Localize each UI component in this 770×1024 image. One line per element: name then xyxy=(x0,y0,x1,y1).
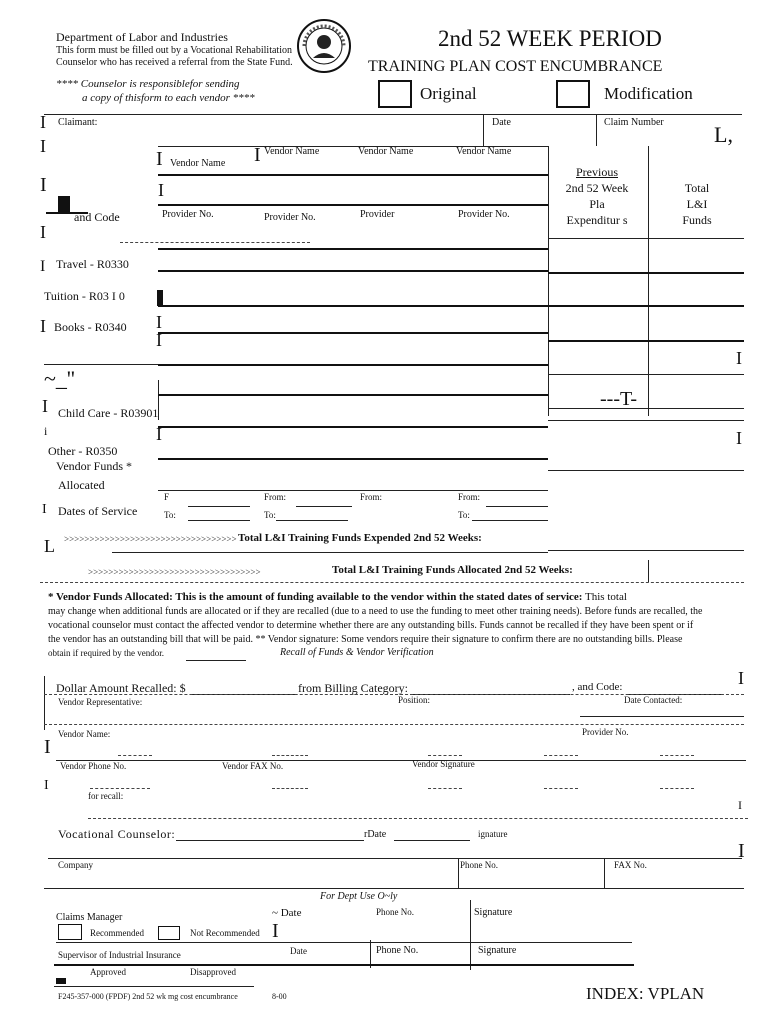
f-label: F xyxy=(164,492,170,502)
dept-phone-2-label: Phone No. xyxy=(376,945,419,956)
rule xyxy=(44,114,742,115)
dates-of-service-label: Dates of Service xyxy=(58,504,138,518)
rule xyxy=(118,755,152,756)
state-seal-icon xyxy=(296,18,352,74)
mark: I xyxy=(736,348,742,368)
rule xyxy=(544,788,578,789)
provider-no-recall-label: Provider No. xyxy=(582,727,629,737)
recommended-label: Recommended xyxy=(90,928,144,938)
rule xyxy=(580,716,744,717)
rule xyxy=(276,520,348,521)
notice-line-5: obtain if required by the vendor. xyxy=(48,648,164,658)
rule xyxy=(112,552,548,553)
approved-checkbox[interactable] xyxy=(56,978,66,984)
rule xyxy=(44,888,744,889)
rule xyxy=(548,272,744,274)
claims-manager-label: Claims Manager xyxy=(56,912,123,923)
date-label: Date xyxy=(492,117,511,128)
pla-label: Pla xyxy=(589,197,605,211)
claimant-label: Claimant: xyxy=(58,117,98,128)
mark: ---T- xyxy=(600,388,638,410)
mark: I xyxy=(40,222,46,242)
rule xyxy=(158,332,548,334)
dept-date-label: ~ Date xyxy=(272,907,302,919)
dept-name: Department of Labor and Industries xyxy=(56,30,228,44)
rule xyxy=(44,676,45,730)
mark: I xyxy=(40,316,46,336)
rule xyxy=(54,964,634,966)
expenditures-label: Expenditur s xyxy=(566,213,628,227)
vendor-name-recall-label: Vendor Name: xyxy=(58,729,111,739)
rule xyxy=(56,760,746,761)
rule xyxy=(158,394,548,396)
rule xyxy=(548,305,744,307)
mark: I xyxy=(736,428,742,448)
rule xyxy=(548,374,744,375)
counselor-date-label: rDate xyxy=(364,829,387,840)
dept-phone-label: Phone No. xyxy=(376,907,414,917)
rule xyxy=(470,900,471,970)
not-recommended-label: Not Recommended xyxy=(190,928,260,938)
childcare-label: Child Care - R03901 xyxy=(58,406,159,420)
rule xyxy=(428,755,462,756)
approved-label: Approved xyxy=(90,967,126,977)
counselor-signature-label: ignature xyxy=(478,829,508,839)
rule xyxy=(40,582,744,583)
other-label: Other - R0350 xyxy=(48,444,118,458)
recall-title: Recall of Funds & Vendor Verification xyxy=(280,647,434,658)
mark: I xyxy=(738,668,744,688)
previous-label: Previous xyxy=(576,165,618,179)
mark: I xyxy=(44,736,51,758)
mark: I xyxy=(40,136,46,156)
black-mark xyxy=(157,290,163,306)
to-label-2: To: xyxy=(264,510,276,520)
vocational-counselor-label: Vocational Counselor: xyxy=(58,827,176,841)
vendor-name-1: Vendor Name xyxy=(170,158,226,169)
mark: I xyxy=(254,144,261,166)
rule xyxy=(56,942,632,943)
rule xyxy=(158,174,548,176)
header-note-1: This form must be filled out by a Vocational Rehabilitation xyxy=(56,45,292,56)
rule xyxy=(544,755,578,756)
total-expended-label: Total L&I Training Funds Expended 2nd 52 Weeks: xyxy=(238,532,482,544)
for-recall-label: for recall: xyxy=(88,791,124,801)
from-label-3: From: xyxy=(360,492,383,502)
claim-number-label: Claim Number xyxy=(604,117,664,128)
counselor-date-field[interactable] xyxy=(394,840,470,841)
rule xyxy=(548,340,744,342)
mark: I xyxy=(272,920,279,942)
rule xyxy=(44,364,158,365)
notice-lead: * Vendor Funds Allocated: This is the amount of funding available to the vendor within the stated dates of service: xyxy=(48,591,583,603)
fax-label: FAX No. xyxy=(614,860,647,870)
mark: L, xyxy=(714,122,733,147)
rule xyxy=(88,818,748,819)
modification-checkbox[interactable] xyxy=(556,80,590,108)
rule xyxy=(660,788,694,789)
mark: L xyxy=(44,536,55,556)
rule xyxy=(158,364,548,366)
rule xyxy=(648,146,649,416)
rule xyxy=(548,408,744,409)
rule xyxy=(158,380,159,420)
rule xyxy=(548,238,744,239)
rule xyxy=(296,506,352,507)
rule xyxy=(158,248,548,250)
provider-no-3: Provider No. xyxy=(458,209,510,220)
counselor-note-2: a copy of thisform to each vendor **** xyxy=(82,92,255,104)
rule xyxy=(458,858,459,888)
header-note-2: Counselor who has received a referral from the State Fund. xyxy=(56,57,293,68)
mark: I xyxy=(738,840,745,862)
mark: I xyxy=(42,396,48,416)
rule xyxy=(272,788,308,789)
notice-line-4: the vendor has an outstanding bill that will be paid. ** Vendor signature: Some vendors require their signature to confirm there are no outstanding bills. Please xyxy=(48,634,683,645)
li-label: L&I xyxy=(686,197,708,211)
rule xyxy=(548,420,744,421)
rule xyxy=(186,660,246,661)
rule xyxy=(548,470,744,471)
vendor-name-2: Vendor Name xyxy=(264,146,320,157)
mark: I xyxy=(40,258,46,275)
rule xyxy=(90,788,150,789)
company-label: Company xyxy=(58,860,93,870)
original-checkbox[interactable] xyxy=(378,80,412,108)
provider-no-2: Provider No. xyxy=(264,212,316,223)
mark: I xyxy=(44,778,49,793)
total-label: Total xyxy=(684,181,710,195)
index-label: INDEX: VPLAN xyxy=(586,984,705,1003)
arrows-2: >>>>>>>>>>>>>>>>>>>>>>>>>>>>>>>>>> xyxy=(88,567,261,577)
rule xyxy=(483,114,484,146)
rule xyxy=(660,755,694,756)
modification-label: Modification xyxy=(604,84,693,103)
dollar-recalled-label: Dollar Amount Recalled: $ xyxy=(56,681,186,695)
supervisor-label: Supervisor of Industrial Insurance xyxy=(58,950,181,960)
to-label-4: To: xyxy=(458,510,470,520)
rule xyxy=(548,550,744,551)
counselor-note-1: **** Counselor is responsiblefor sending xyxy=(56,78,240,90)
rule xyxy=(472,520,548,521)
and-code-recall-label: , and Code: xyxy=(572,681,623,693)
mark: I xyxy=(158,180,164,200)
rule xyxy=(604,858,605,888)
mark: I xyxy=(738,798,742,812)
rule xyxy=(648,560,649,582)
mark: i xyxy=(44,424,48,438)
rule xyxy=(120,242,310,243)
phone-label: Phone No. xyxy=(460,860,498,870)
rule xyxy=(158,426,548,428)
mark: I xyxy=(156,312,162,332)
travel-label: Travel - R0330 xyxy=(56,257,129,271)
dept-signature-2-label: Signature xyxy=(478,945,517,956)
vendor-name-4: Vendor Name xyxy=(456,146,512,157)
rule xyxy=(158,204,548,206)
total-allocated-label: Total L&I Training Funds Allocated 2nd 52 Weeks: xyxy=(332,564,573,576)
notice-l1: This total xyxy=(585,591,627,603)
mark: I xyxy=(156,148,163,170)
from-label-2: From: xyxy=(264,492,287,502)
week2-label: 2nd 52 Week xyxy=(565,181,629,195)
provider-no-1: Provider No. xyxy=(162,209,214,220)
notice-line-1 xyxy=(48,591,627,603)
vendor-rep-label: Vendor Representative: xyxy=(58,697,143,707)
counselor-name-field[interactable] xyxy=(176,840,364,841)
mark: I xyxy=(42,502,47,517)
position-label: Position: xyxy=(398,695,431,705)
original-label: Original xyxy=(420,84,477,103)
vendor-fax-label: Vendor FAX No. xyxy=(222,761,284,771)
provider-label: Provider xyxy=(360,209,395,220)
form-subtitle: TRAINING PLAN COST ENCUMBRANCE xyxy=(368,58,663,75)
form-number: F245-357-000 (FPDF) 2nd 52 wk mg cost encumbrance xyxy=(58,992,238,1001)
rule xyxy=(428,788,462,789)
vendor-name-3: Vendor Name xyxy=(358,146,414,157)
vendor-signature-label: Vendor Signature xyxy=(412,759,475,769)
rule xyxy=(188,506,250,507)
rule xyxy=(44,724,744,725)
rule xyxy=(188,520,250,521)
rule xyxy=(486,506,548,507)
rule xyxy=(272,755,308,756)
rule xyxy=(596,114,597,146)
rule xyxy=(158,490,548,491)
form-title: 2nd 52 WEEK PERIOD xyxy=(438,26,662,51)
form-revision: 8-00 xyxy=(272,992,287,1001)
rule xyxy=(48,858,742,859)
not-recommended-checkbox[interactable] xyxy=(158,926,180,940)
rule xyxy=(548,146,549,416)
arrows-1: >>>>>>>>>>>>>>>>>>>>>>>>>>>>>>>>>> xyxy=(64,534,237,544)
rule xyxy=(158,458,548,460)
disapproved-label: Disapproved xyxy=(190,967,236,977)
allocated-label: Allocated xyxy=(58,478,105,492)
funds-label: Funds xyxy=(682,213,712,227)
dept-signature-label: Signature xyxy=(474,907,513,918)
mark: I xyxy=(156,424,162,444)
dept-use-title: For Dept Use O~ly xyxy=(320,891,398,902)
from-billing-label: from Billing Category: xyxy=(298,681,408,695)
rule xyxy=(54,986,254,987)
rule xyxy=(158,270,548,272)
vendor-funds-label: Vendor Funds * xyxy=(56,459,133,473)
notice-line-2: may change when additional funds are allocated or if they are recalled (due to a need to use the funding to meet other training needs). Before funds are recalled, the xyxy=(48,606,703,617)
mark: I xyxy=(40,174,47,196)
black-mark xyxy=(58,196,70,212)
dept-date-2-label: Date xyxy=(290,946,307,956)
date-contacted-label: Date Contacted: xyxy=(624,695,683,705)
mark: I xyxy=(156,330,162,350)
notice-line-3: vocational counselor must contact the affected vendor to determine whether there are any outstanding bills. Funds cannot be recalled if they have been spent or if xyxy=(48,620,694,631)
mark: I xyxy=(40,112,46,132)
recommended-checkbox[interactable] xyxy=(58,924,82,940)
and-code-label: and Code xyxy=(74,210,120,224)
to-label-1: To: xyxy=(164,510,176,520)
from-label-4: From: xyxy=(458,492,481,502)
vendor-phone-label: Vendor Phone No. xyxy=(60,761,127,771)
books-label: Books - R0340 xyxy=(54,320,127,334)
rule xyxy=(158,305,548,307)
tuition-label: Tuition - R03 I 0 xyxy=(44,289,125,303)
mark: ~_'' xyxy=(44,366,75,391)
